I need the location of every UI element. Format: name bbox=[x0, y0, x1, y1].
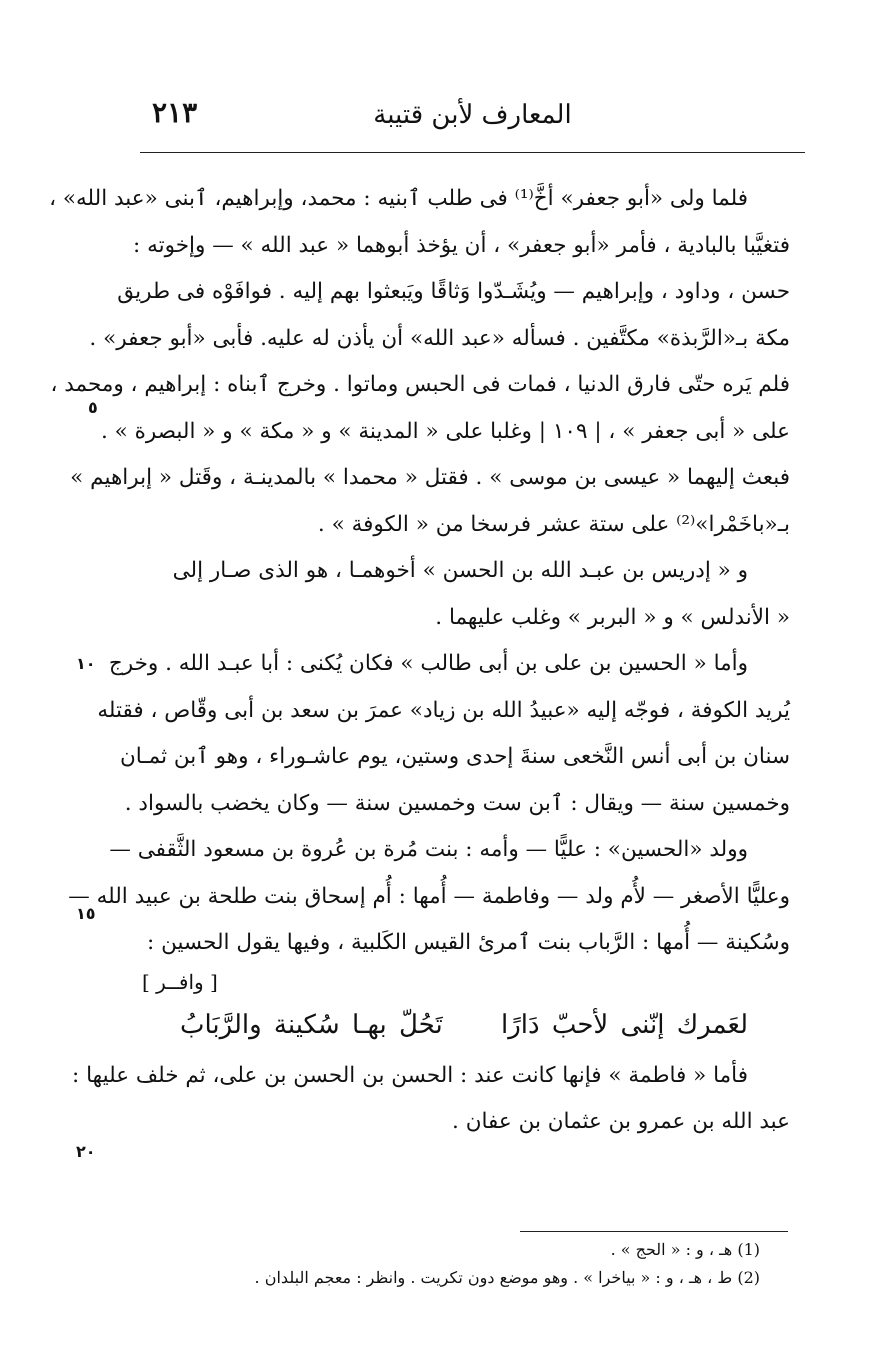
text-line: حسن ، وداود ، وإبراهيم — ويُشَـدّوا وَثاقًا ويَبعثوا بهم إليه . فوافَوْه فى طريق bbox=[117, 279, 790, 304]
line-number-margin: ٥ bbox=[88, 398, 98, 417]
text-line: على « أبى جعفر » ، | ١٠٩ | وغلبا على « المدينة » و « مكة » و « البصرة » . bbox=[100, 418, 790, 444]
footnotes bbox=[138, 1236, 790, 1292]
text-line: وولد «الحسين» : عليًّا — وأمه : بنت مُرة بن عُروة بن مسعود الثَّقفى — bbox=[109, 837, 748, 862]
verse-second-hemistich: تَحُلّ بهـا سُكينة والرَّبَابُ bbox=[179, 1009, 443, 1040]
text-line: فلما ولى «أبو جعفر» أخَّ⁽¹⁾ فى طلب ٱبنيه : محمد، وإبراهيم، ٱبنى «عبد الله» ، bbox=[49, 186, 748, 211]
line-number-margin: ٢٠ bbox=[76, 1142, 96, 1161]
running-title: المعارف لأبن قتيبة bbox=[373, 100, 572, 130]
line-number-margin: ١٠ bbox=[76, 654, 96, 673]
text-line: وخمسين سنة — ويقال : ٱبن ست وخمسين سنة — وكان يخضب بالسواد . bbox=[124, 790, 790, 816]
footnote: (1) هـ ، و : « الحج » . bbox=[610, 1240, 760, 1259]
line-number-margin: ١٥ bbox=[76, 904, 96, 923]
text-line: مكة بـ«الرَّبذة» مكتَّفين . فسأله «عبد الله» أن يأذن له عليه. فأبى «أبو جعفر» . bbox=[89, 325, 790, 351]
page-header bbox=[140, 92, 805, 142]
text-line: وسُكينة — أُمها : الرَّباب بنت ٱمرئ القيس الكَلبية ، وفيها يقول الحسين : bbox=[147, 930, 790, 955]
text-line: فأما « فاطمة » فإنها كانت عند : الحسن بن الحسن بن على، ثم خلف عليها : bbox=[72, 1062, 748, 1088]
poetry-verse bbox=[138, 997, 790, 1053]
verse-first-hemistich: لعَمرك إنّنى لأحبّ دَارًا bbox=[500, 1009, 749, 1040]
text-line: بـ«باخَمْرا»⁽²⁾ على ستة عشر فرسخا من « الكوفة » . bbox=[317, 511, 790, 537]
footnote: (2) ط ، هـ ، و : « بياخرا » . وهو موضع دون تكريت . وانظر : معجم البلدان . bbox=[254, 1268, 760, 1287]
header-divider bbox=[140, 152, 805, 153]
footnote-divider bbox=[520, 1231, 788, 1232]
text-line: فلم يَره حتّى فارق الدنيا ، فمات فى الحبس وماتوا . وخرج ٱبناه : إبراهيم ، ومحمد ، bbox=[50, 372, 790, 397]
text-line: سنان بن أبى أنس النَّخعى سنةَ إحدى وستين، يوم عاشـوراء ، وهو ٱبن ثمـان bbox=[120, 744, 790, 769]
text-line: وأما « الحسين بن على بن أبى طالب » فكان يُكنى : أبا عبـد الله . وخرج bbox=[108, 651, 748, 676]
text-line: عبد الله بن عمرو بن عثمان بن عفان . bbox=[452, 1109, 790, 1134]
page-number: ٢١٣ bbox=[152, 96, 198, 129]
text-line: يُريد الكوفة ، فوجّه إليه «عبيدُ الله بن زياد» عمرَ بن سعد بن أبى وقّاص ، فقتله bbox=[97, 697, 790, 723]
text-line: فتغيَّبا بالبادية ، فأمر «أبو جعفر» ، أن يؤخذ أبوهما « عبد الله » — وإخوته : bbox=[133, 232, 790, 258]
text-line: « الأندلس » و « البربر » وغلب عليهما . bbox=[435, 604, 790, 630]
text-line: و « إدريس بن عبـد الله بن الحسن » أخوهمـا ، هو الذى صـار إلى bbox=[172, 558, 748, 583]
text-line: فبعث إليهما « عيسى بن موسى » . فقتل « محمدا » بالمدينـة ، وقَتل « إبراهيم » bbox=[70, 465, 790, 490]
text-line: وعليًّا الأصغر — لأُم ولد — وفاطمة — أُمها : أُم إسحاق بنت طلحة بن عبيد الله — bbox=[68, 883, 790, 909]
poetic-meter-label: [ وافــر ] bbox=[142, 969, 218, 994]
